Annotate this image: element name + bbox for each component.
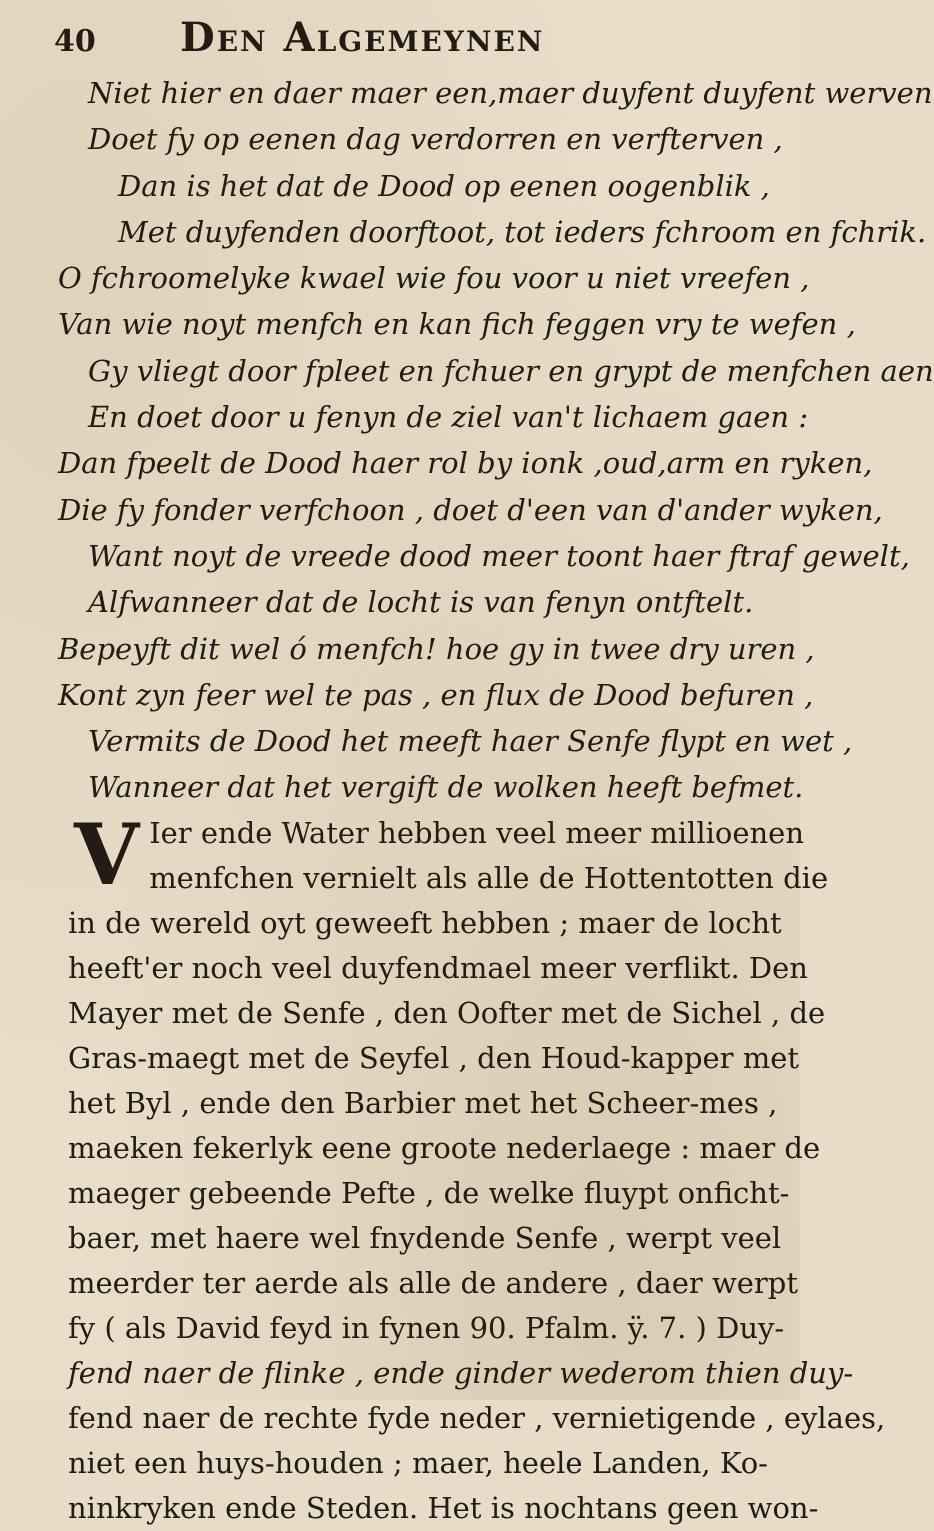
prose-line: meerder ter aerde als alle de andere , daer werpt [68,1265,799,1300]
prose-line: maeger gebeende Pefte , de welke fluypt onficht- [68,1175,790,1210]
prose-line: maeken fekerlyk eene groote nederlaege : maer de [68,1130,821,1165]
running-title: Den Algemeynen [180,14,545,61]
verse-line: Wanneer dat het vergift de wolken heeft befmet. [88,770,804,805]
verse-line: Gy vliegt door fpleet en fchuer en grypt de menfchen aen [88,353,934,388]
verse-line: O fchroomelyke kwael wie fou voor u niet vreefen , [58,261,810,296]
prose-line: het Byl , ende den Barbier met het Scheer-mes , [68,1085,778,1120]
verse-line: Niet hier en daer maer een,maer duyfent duyfent werven [88,76,933,110]
verse-line: Dan fpeelt de Dood haer rol by ionk ,oud,arm en ryken, [58,446,873,481]
prose-line: Ier ende Water hebben veel meer millioenen [149,815,805,850]
page-number: 40 [54,24,96,59]
prose-block [20,804,886,1531]
prose-line: heeft'er noch veel duyfendmael meer verflikt. Den [68,950,808,985]
page-header [20,14,770,70]
prose-line: Gras-maegt met de Seyfel , den Houd-kapper met [68,1040,800,1075]
verse-line: Van wie noyt menfch en kan fich feggen vry te wefen , [58,307,856,342]
prose-line: menfchen vernielt als alle de Hottentotten die [149,860,829,895]
verse-line: En doet door u fenyn de ziel van't lichaem gaen : [88,400,809,435]
prose-line: niet een huys-houden ; maer, heele Landen, Ko- [68,1445,768,1480]
prose-line: baer, met haere wel fnydende Senfe , werpt veel [68,1220,782,1255]
verse-line: Doet fy op eenen dag verdorren en verfterven , [88,122,783,157]
poem-block [20,70,934,811]
verse-line: Kont zyn feer wel te pas , en flux de Dood befuren , [58,677,814,712]
prose-line: fy ( als David feyd in fynen 90. Pfalm. ÿ. 7. ) Duy- [68,1310,785,1345]
verse-line: Want noyt de vreede dood meer toont haer ftraf gewelt, [88,538,910,573]
verse-line: Met duyfenden doorftoot, tot ieders fchroom en fchrik. [118,214,927,249]
verse-line: Die fy fonder verfchoon , doet d'een van d'ander wyken, [58,492,883,527]
drop-cap: V [74,804,140,904]
verse-line: Dan is het dat de Dood op eenen oogenblik , [118,168,770,203]
prose-line: in de wereld oyt geweeft hebben ; maer de locht [68,905,782,940]
verse-line: Vermits de Dood het meeft haer Senfe flypt en wet , [88,724,853,759]
prose-line: fend naer de flinke , ende ginder wederom thien duy- [68,1355,854,1390]
prose-line: fend naer de rechte fyde neder , vernietigende , eylaes, [68,1400,886,1435]
verse-line: Alfwanneer dat de locht is van fenyn ontftelt. [88,585,754,620]
prose-line: ninkryken ende Steden. Het is nochtans geen won- [68,1490,819,1525]
verse-line: Bepeyft dit wel ó menfch! hoe gy in twee dry uren , [58,631,815,666]
prose-line: Mayer met de Senfe , den Oofter met de Sichel , de [68,995,826,1030]
